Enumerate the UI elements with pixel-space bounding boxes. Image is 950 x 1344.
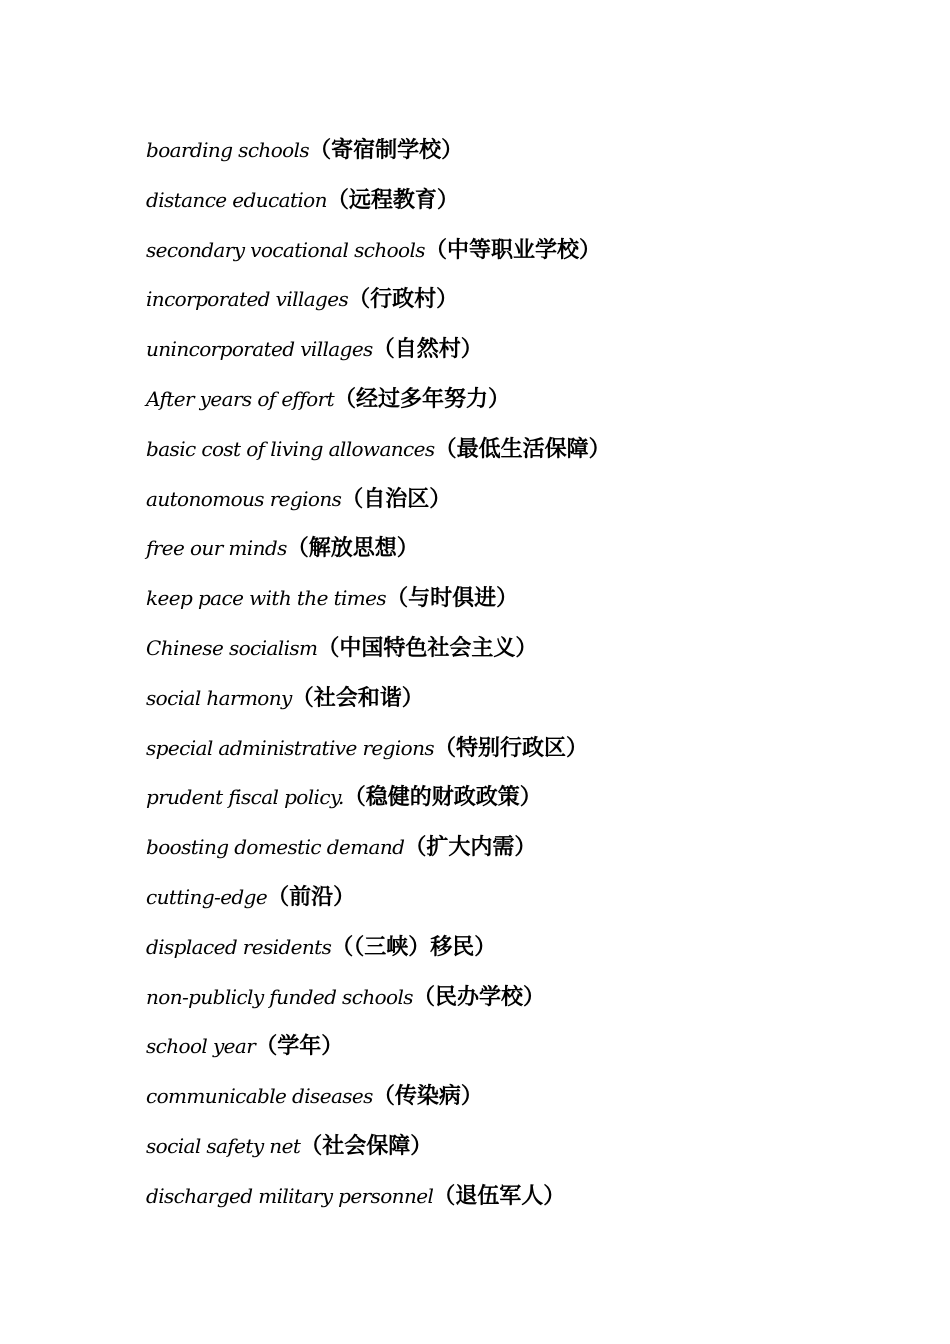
english-term: free our minds: [146, 536, 287, 561]
english-term: non-publicly funded schools: [146, 984, 413, 1009]
english-term: communicable diseases: [146, 1084, 373, 1109]
chinese-translation: （与时俱进）: [386, 586, 519, 612]
chinese-translation: （中国特色社会主义）: [317, 635, 538, 661]
chinese-translation: （解放思想）: [286, 536, 419, 562]
glossary-entry: [146, 977, 906, 1027]
chinese-translation: （社会和谐）: [291, 685, 424, 711]
chinese-translation: （自然村）: [372, 337, 483, 363]
glossary-entry: [146, 1026, 906, 1076]
chinese-translation: （稳健的财政政策）: [343, 785, 542, 811]
glossary-entry: [146, 379, 906, 429]
glossary-entry: [146, 528, 906, 578]
chinese-translation: （寄宿制学校）: [309, 138, 464, 163]
english-term: boosting domestic demand: [146, 835, 405, 860]
english-term: displaced residents: [146, 934, 332, 959]
chinese-translation: （远程教育）: [326, 187, 459, 213]
chinese-translation: （学年）: [255, 1034, 344, 1060]
chinese-translation: （退伍军人）: [433, 1183, 566, 1209]
glossary-entry: [146, 777, 906, 827]
glossary-entry: [146, 1076, 906, 1126]
chinese-translation: （扩大内需）: [404, 835, 537, 861]
english-term: secondary vocational schools: [146, 237, 425, 262]
english-term: basic cost of living allowances: [146, 436, 435, 461]
english-term: autonomous regions: [146, 486, 342, 511]
glossary-entry: [146, 877, 906, 927]
chinese-translation: （经过多年努力）: [334, 386, 511, 412]
chinese-translation: （自治区）: [341, 486, 452, 512]
english-term: unincorporated villages: [146, 337, 373, 362]
glossary-list: [146, 130, 906, 1226]
glossary-entry: [146, 180, 906, 230]
english-term: cutting-edge: [146, 884, 268, 909]
english-term: social safety net: [146, 1133, 301, 1158]
glossary-entry: [146, 479, 906, 529]
glossary-entry: [146, 1126, 906, 1176]
english-term: boarding schools: [146, 138, 310, 162]
english-term: special administrative regions: [146, 735, 435, 760]
glossary-entry: [146, 429, 906, 479]
chinese-translation: （前沿）: [267, 884, 356, 910]
chinese-translation: （中等职业学校）: [424, 237, 601, 263]
chinese-translation: （传染病）: [372, 1084, 483, 1110]
chinese-translation: （行政村）: [348, 287, 459, 313]
english-term: school year: [146, 1034, 256, 1059]
glossary-entry: [146, 130, 906, 180]
english-term: Chinese socialism: [146, 635, 318, 660]
glossary-entry: [146, 927, 906, 977]
english-term: social harmony: [146, 685, 292, 710]
glossary-entry: [146, 628, 906, 678]
glossary-entry: [146, 728, 906, 778]
english-term: prudent fiscal policy.: [146, 785, 344, 810]
glossary-entry: [146, 1176, 906, 1226]
glossary-entry: [146, 827, 906, 877]
glossary-entry: [146, 279, 906, 329]
english-term: keep pace with the times: [146, 586, 387, 611]
glossary-entry: [146, 329, 906, 379]
glossary-entry: [146, 578, 906, 628]
english-term: incorporated villages: [146, 287, 349, 312]
chinese-translation: （民办学校）: [412, 984, 545, 1010]
glossary-entry: [146, 230, 906, 280]
english-term: After years of effort: [146, 386, 335, 411]
english-term: discharged military personnel: [146, 1183, 434, 1208]
chinese-translation: （社会保障）: [300, 1133, 433, 1159]
chinese-translation: （（三峡）移民）: [331, 934, 497, 960]
english-term: distance education: [146, 187, 327, 212]
glossary-entry: [146, 678, 906, 728]
chinese-translation: （最低生活保障）: [434, 436, 611, 462]
chinese-translation: （特别行政区）: [434, 735, 589, 761]
